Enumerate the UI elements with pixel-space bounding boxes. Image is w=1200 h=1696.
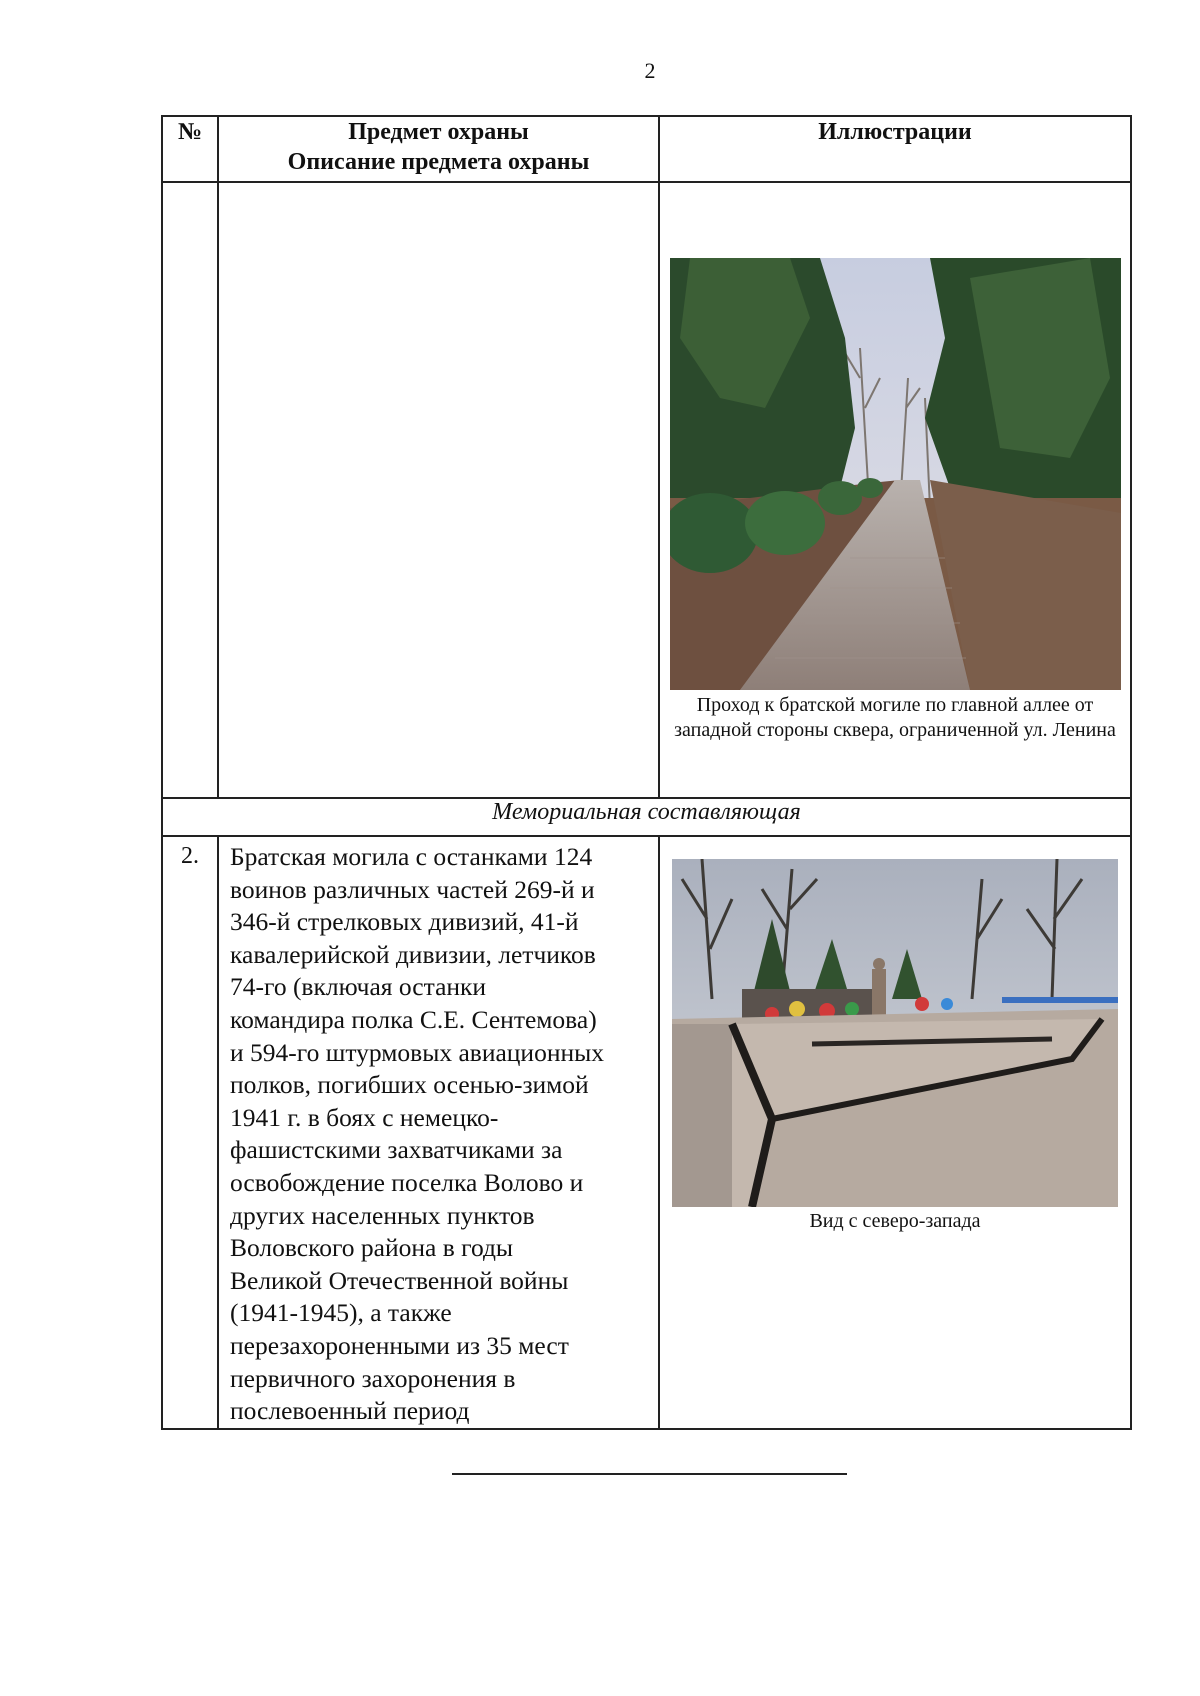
- table-header-row: [162, 116, 1131, 182]
- row1-description-cell: [218, 182, 659, 798]
- description-line: 74-го (включая останки: [230, 972, 487, 1002]
- row2-illustration-cell: [659, 836, 1131, 1429]
- description-line: фашистскими захватчиками за: [230, 1135, 563, 1165]
- row1-illustration-cell: [659, 182, 1131, 798]
- description-line: полков, погибших осенью-зимой: [230, 1070, 589, 1100]
- description-line: и 594-го штурмовых авиационных: [230, 1037, 604, 1067]
- description-line: перезахороненными из 35 мест: [230, 1330, 569, 1360]
- page-number: 2: [644, 58, 656, 83]
- description-line: воинов различных частей 269-й и: [230, 874, 595, 904]
- description-line: послевоенный период: [230, 1396, 470, 1426]
- alley-caption: Проход к братской могиле по главной аллее от западной стороны сквера, ограниченной ул. Ленина: [674, 694, 1116, 741]
- protection-table: [161, 115, 1132, 1430]
- description-line: Великой Отечественной войны: [230, 1265, 569, 1295]
- row1-number-cell: [162, 182, 218, 798]
- description-line: Братская могила с останками 124: [230, 842, 593, 871]
- description-line: Воловского района в годы: [230, 1233, 514, 1263]
- description-line: первичного захоронения в: [230, 1363, 516, 1393]
- description-line: 346-й стрелковых дивизий, 41-й: [230, 907, 579, 937]
- header-subject-line1: Предмет охраны: [348, 119, 529, 145]
- alley-photo: [670, 258, 1121, 690]
- description-line: других населенных пунктов: [230, 1200, 535, 1230]
- grave-photo: [672, 859, 1118, 1207]
- table-row: [162, 836, 1131, 1429]
- header-subject-line2: Описание предмета охраны: [287, 149, 590, 175]
- header-illustrations: Иллюстрации: [659, 116, 1131, 182]
- row2-description: [218, 836, 659, 1429]
- row2-number: 2.: [162, 836, 218, 1429]
- table-row: [162, 182, 1131, 798]
- section-row: [162, 798, 1131, 836]
- section-title: Мемориальная составляющая: [162, 798, 1131, 836]
- description-line: освобождение поселка Волово и: [230, 1167, 584, 1197]
- description-lines: [230, 841, 650, 1428]
- footer-separator: [452, 1473, 847, 1475]
- grave-caption: Вид с северо-запада: [809, 1210, 981, 1232]
- description-line: (1941-1945), а также: [230, 1298, 452, 1328]
- description-line: командира полка С.Е. Сентемова): [230, 1004, 597, 1034]
- description-line: кавалерийской дивизии, летчиков: [230, 939, 596, 969]
- header-number: №: [162, 116, 218, 182]
- description-line: 1941 г. в боях с немецко-: [230, 1102, 499, 1132]
- header-subject: [218, 116, 659, 182]
